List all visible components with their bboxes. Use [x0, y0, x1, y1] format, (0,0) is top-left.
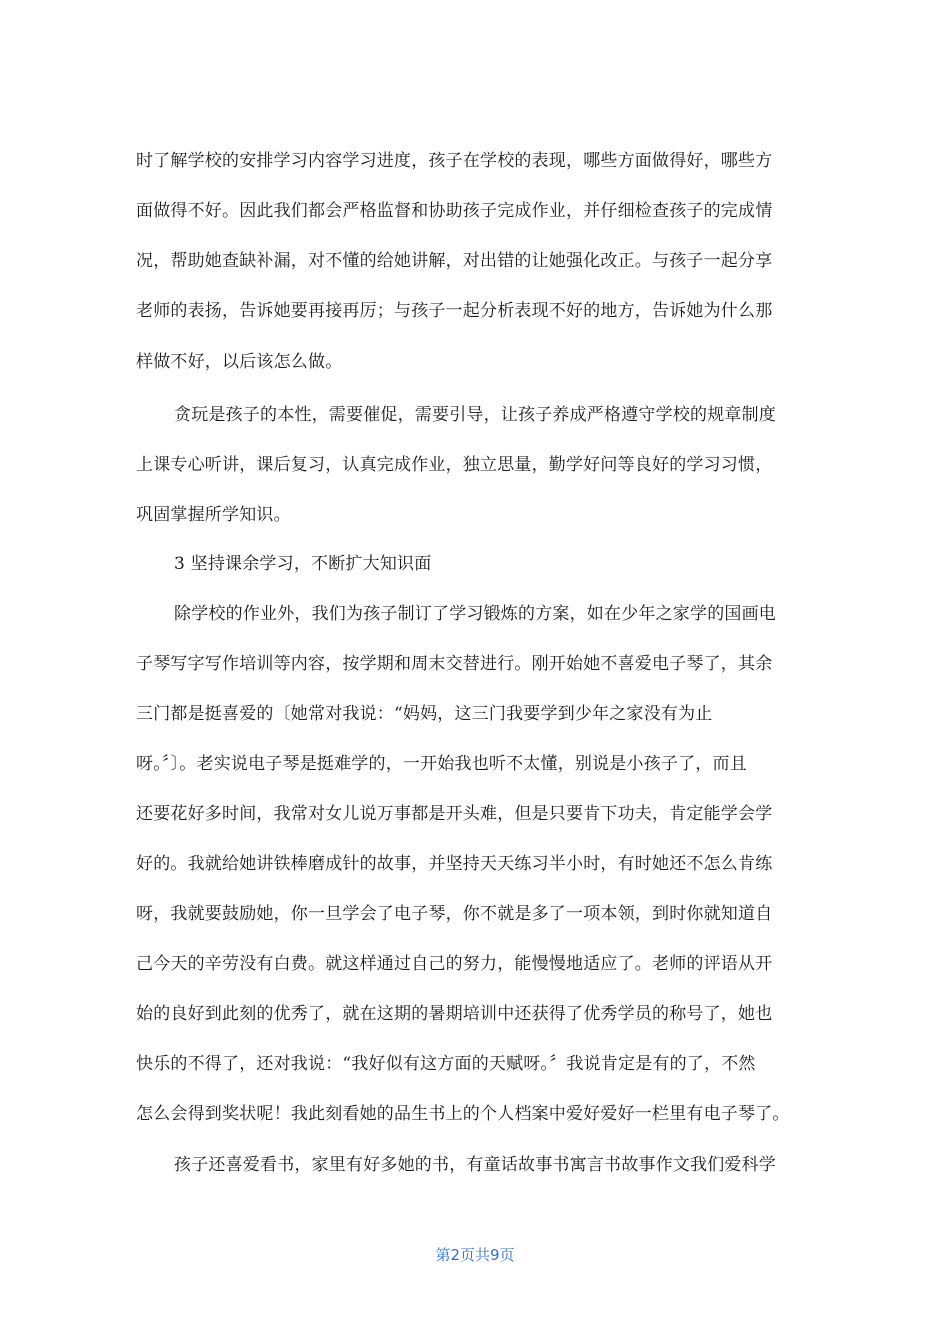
text-line: 面做得不好。因此我们都会严格监督和协助孩子完成作业，并仔细检查孩子的完成情	[136, 201, 773, 221]
text-line: 呀。〞〕。老实说电子琴是挺难学的，一开始我也听不太懂，别说是小孩子了，而且	[136, 754, 747, 774]
text-line: 呀，我就要鼓励她，你一旦学会了电子琴，你不就是多了一项本领，到时你就知道自	[136, 904, 773, 924]
text-line: 巩固掌握所学知识。	[136, 505, 291, 525]
text-line: 子琴写字写作培训等内容，按学期和周末交替进行。刚开始她不喜爱电子琴了，其余	[136, 654, 773, 674]
text-line: 上课专心听讲，课后复习，认真完成作业，独立思量，勤学好问等良好的学习习惯，	[136, 455, 773, 475]
text-line: 老师的表扬，告诉她要再接再厉；与孩子一起分析表现不好的地方，告诉她为什么那	[136, 301, 773, 321]
text-line: 己今天的辛劳没有白费。就这样通过自己的努力，能慢慢地适应了。老师的评语从开	[136, 954, 773, 974]
text-line: 除学校的作业外，我们为孩子制订了学习锻炼的方案，如在少年之家学的国画电	[174, 604, 776, 624]
text-line: 始的良好到此刻的优秀了，就在这期的暑期培训中还获得了优秀学员的称号了，她也	[136, 1004, 773, 1024]
text-line: 还要花好多时间，我常对女儿说万事都是开头难，但是只要肯下功夫，肯定能学会学	[136, 804, 773, 824]
text-line: 样做不好，以后该怎么做。	[136, 352, 343, 372]
text-line: 好的。我就给她讲铁棒磨成针的故事，并坚持天天练习半小时，有时她还不怎么肯练	[136, 854, 773, 874]
text-line: 况，帮助她查缺补漏，对不懂的给她讲解，对出错的让她强化改正。与孩子一起分享	[136, 251, 773, 271]
text-line: 怎么会得到奖状呢！我此刻看她的品生书上的个人档案中爱好爱好一栏里有电子琴了。	[136, 1104, 790, 1124]
text-line: 贪玩是孩子的本性，需要催促，需要引导，让孩子养成严格遵守学校的规章制度	[174, 405, 776, 425]
text-line: 孩子还喜爱看书，家里有好多她的书，有童话故事书寓言书故事作文我们爱科学	[174, 1155, 776, 1175]
text-line: 快乐的不得了，还对我说：“我好似有这方面的天赋呀。〞我说肯定是有的了，不然	[136, 1054, 756, 1074]
text-line: 时了解学校的安排学习内容学习进度，孩子在学校的表现，哪些方面做得好，哪些方	[136, 151, 773, 171]
text-line: 三门都是挺喜爱的〔她常对我说：“妈妈，这三门我要学到少年之家没有为止	[136, 704, 713, 724]
section-heading: 3 坚持课余学习，不断扩大知识面	[174, 554, 432, 574]
page-number-footer: 第2页共9页	[435, 1246, 515, 1264]
